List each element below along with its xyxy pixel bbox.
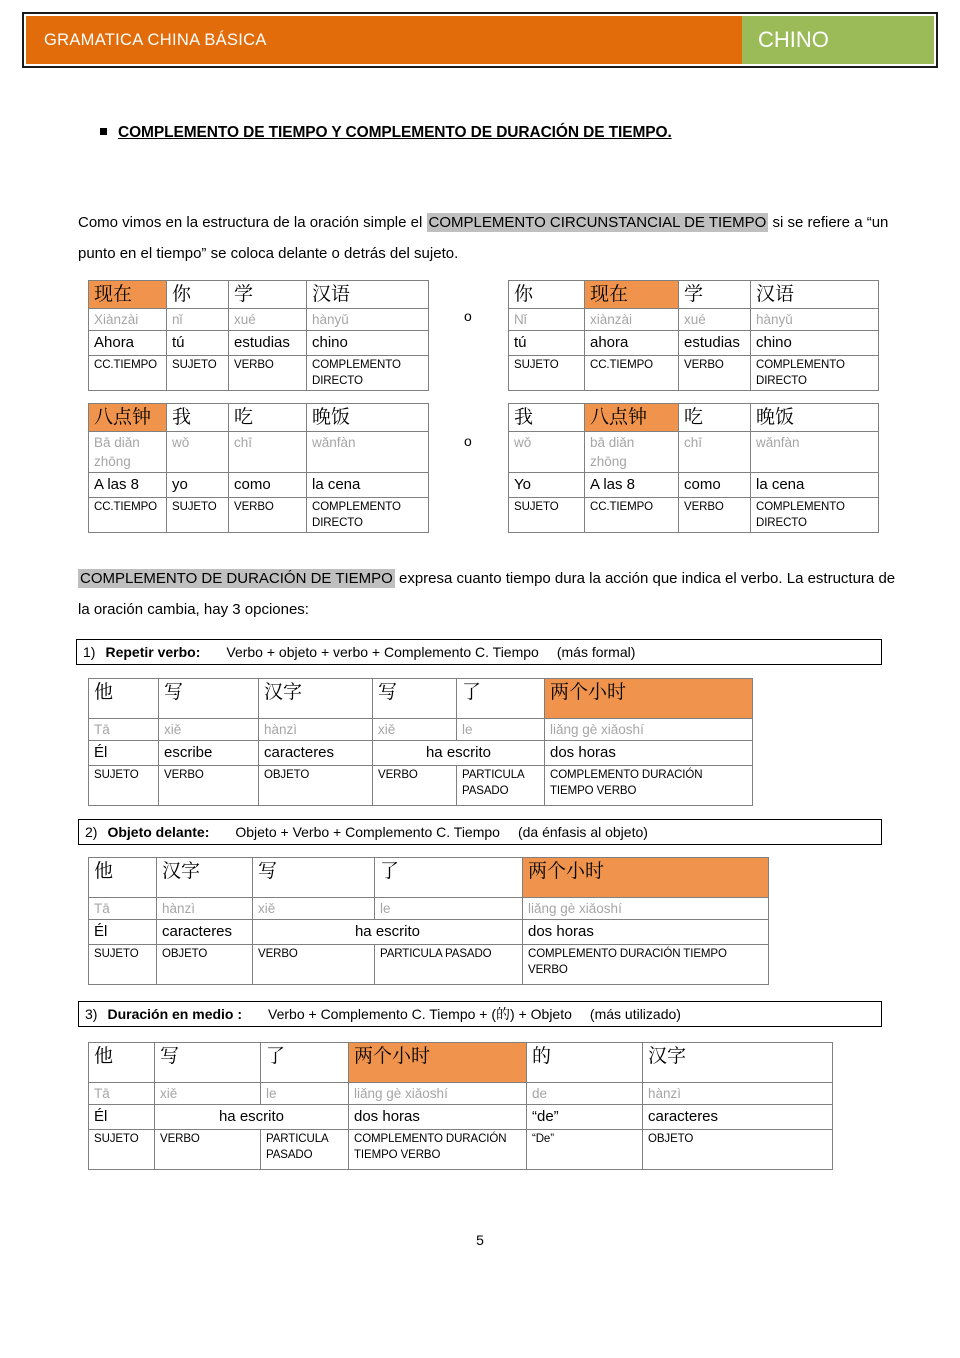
cell-pinyin: le xyxy=(457,719,545,741)
cell-spanish: ha escrito xyxy=(253,920,523,945)
cell-function: OBJETO xyxy=(157,945,253,985)
cell-function: VERBO xyxy=(229,356,307,391)
cell-pinyin: hànzì xyxy=(643,1083,833,1105)
cell-spanish: Él xyxy=(89,741,159,766)
option-2-name: Objeto delante: xyxy=(107,824,210,840)
table-xianzai-time-second xyxy=(508,280,879,391)
header-language-label: CHINO xyxy=(758,27,829,52)
table-row xyxy=(509,309,879,331)
cell-hanzi: 写 xyxy=(253,858,375,898)
bullet-square-icon xyxy=(100,128,107,135)
table-row xyxy=(89,331,429,356)
cell-hanzi: 晚饭 xyxy=(751,404,879,432)
option-1-name: Repetir verbo: xyxy=(105,644,201,660)
page-header-banner xyxy=(22,12,938,68)
cell-pinyin: liǎng gè xiǎoshí xyxy=(523,898,769,920)
cell-function: CC.TIEMPO xyxy=(585,356,679,391)
cell-pinyin: de xyxy=(527,1083,643,1105)
table-row xyxy=(89,498,429,533)
cell-function: OBJETO xyxy=(259,766,373,806)
cell-pinyin: liǎng gè xiǎoshí xyxy=(349,1083,527,1105)
option-2-header xyxy=(78,819,882,845)
cell-hanzi: 汉字 xyxy=(157,858,253,898)
cell-function: CC.TIEMPO xyxy=(89,498,167,533)
cell-function: SUJETO xyxy=(167,498,229,533)
cell-spanish: estudias xyxy=(229,331,307,356)
cell-hanzi: 现在 xyxy=(585,281,679,309)
cell-spanish: como xyxy=(229,473,307,498)
cell-hanzi: 两个小时 xyxy=(349,1043,527,1083)
option-3-name: Duración en medio : xyxy=(107,1006,243,1022)
cell-pinyin: hànzì xyxy=(157,898,253,920)
cell-hanzi: 写 xyxy=(159,679,259,719)
cell-spanish: chino xyxy=(307,331,429,356)
cell-hanzi: 他 xyxy=(89,679,159,719)
cell-hanzi: 我 xyxy=(509,404,585,432)
cell-function: VERBO xyxy=(679,356,751,391)
cell-function: COMPLEMENTO DIRECTO xyxy=(751,498,879,533)
table-xianzai-subject-first xyxy=(88,280,429,391)
cell-spanish: ha escrito xyxy=(373,741,545,766)
cell-function: VERBO xyxy=(229,498,307,533)
cell-hanzi: 学 xyxy=(229,281,307,309)
option-2-formula: Objeto + Verbo + Complemento C. Tiempo xyxy=(235,824,500,840)
option-1-header xyxy=(76,639,882,665)
cell-pinyin: bā diǎn zhōng xyxy=(585,432,679,473)
table-row xyxy=(89,432,429,473)
cell-hanzi: 汉语 xyxy=(751,281,879,309)
option-1-number: 1) xyxy=(83,644,96,660)
intro-highlight: COMPLEMENTO CIRCUNSTANCIAL DE TIEMPO xyxy=(428,214,767,231)
cell-hanzi: 两个小时 xyxy=(545,679,753,719)
cell-function: COMPLEMENTO DIRECTO xyxy=(751,356,879,391)
cell-spanish: dos horas xyxy=(349,1105,527,1130)
table-option3-duracion-en-medio xyxy=(88,1042,833,1170)
table-row xyxy=(89,920,769,945)
cell-function: PARTICULA PASADO xyxy=(457,766,545,806)
table-row xyxy=(89,741,753,766)
table-row xyxy=(89,1083,833,1105)
cell-pinyin: wǎnfàn xyxy=(307,432,429,473)
cell-spanish: Yo xyxy=(509,473,585,498)
cell-pinyin: Tā xyxy=(89,898,157,920)
cell-function: SUJETO xyxy=(167,356,229,391)
option-1-formula: Verbo + objeto + verbo + Complemento C. Tiempo xyxy=(226,644,539,660)
cell-spanish: caracteres xyxy=(157,920,253,945)
header-language-bar xyxy=(742,16,934,64)
cell-spanish: la cena xyxy=(307,473,429,498)
intro-text-before: Como vimos en la estructura de la oración simple el xyxy=(78,214,427,231)
cell-pinyin: xiě xyxy=(159,719,259,741)
cell-hanzi: 我 xyxy=(167,404,229,432)
option-3-formula: Verbo + Complemento C. Tiempo + (的) + Objeto xyxy=(268,1006,572,1022)
cell-pinyin: xiě xyxy=(253,898,375,920)
cell-pinyin: xué xyxy=(229,309,307,331)
cell-pinyin: le xyxy=(261,1083,349,1105)
cell-function: SUJETO xyxy=(89,945,157,985)
cell-hanzi: 了 xyxy=(261,1043,349,1083)
cell-hanzi: 你 xyxy=(167,281,229,309)
duration-highlight: COMPLEMENTO DE DURACIÓN DE TIEMPO xyxy=(80,570,393,587)
cell-hanzi: 八点钟 xyxy=(89,404,167,432)
cell-pinyin: wǎnfàn xyxy=(751,432,879,473)
cell-spanish: dos horas xyxy=(523,920,769,945)
cell-function: VERBO xyxy=(373,766,457,806)
cell-function: COMPLEMENTO DIRECTO xyxy=(307,356,429,391)
cell-hanzi: 两个小时 xyxy=(523,858,769,898)
cell-pinyin: xiě xyxy=(373,719,457,741)
cell-function: OBJETO xyxy=(643,1130,833,1170)
section-heading xyxy=(100,124,672,142)
cell-spanish: Ahora xyxy=(89,331,167,356)
cell-hanzi: 汉字 xyxy=(643,1043,833,1083)
cell-spanish: tú xyxy=(167,331,229,356)
cell-pinyin: nǐ xyxy=(167,309,229,331)
cell-spanish: A las 8 xyxy=(89,473,167,498)
cell-pinyin: chī xyxy=(229,432,307,473)
table-row xyxy=(509,404,879,432)
table-row xyxy=(509,473,879,498)
table-row xyxy=(89,766,753,806)
cell-pinyin: Nǐ xyxy=(509,309,585,331)
table-row xyxy=(89,309,429,331)
cell-hanzi: 吃 xyxy=(229,404,307,432)
cell-pinyin: hànyǔ xyxy=(751,309,879,331)
cell-pinyin: xiànzài xyxy=(585,309,679,331)
cell-pinyin: xué xyxy=(679,309,751,331)
cell-pinyin: liǎng gè xiǎoshí xyxy=(545,719,753,741)
cell-pinyin: chī xyxy=(679,432,751,473)
cell-function: COMPLEMENTO DURACIÓN TIEMPO VERBO xyxy=(545,766,753,806)
option-3-number: 3) xyxy=(85,1006,98,1022)
table-row xyxy=(89,898,769,920)
cell-spanish: como xyxy=(679,473,751,498)
cell-function: SUJETO xyxy=(509,498,585,533)
cell-spanish: A las 8 xyxy=(585,473,679,498)
table-row xyxy=(89,1130,833,1170)
option-2-note: (da énfasis al objeto) xyxy=(517,824,648,840)
cell-spanish: la cena xyxy=(751,473,879,498)
cell-spanish: caracteres xyxy=(643,1105,833,1130)
cell-hanzi: 了 xyxy=(375,858,523,898)
cell-hanzi: 汉语 xyxy=(307,281,429,309)
option-3-note: (más utilizado) xyxy=(589,1006,681,1022)
duration-text-after: expresa cuanto tiempo dura la acción que indica el verbo. La estructura de la oración cambia, hay 3 opciones: xyxy=(78,570,896,618)
cell-hanzi: 八点钟 xyxy=(585,404,679,432)
header-title: GRAMATICA CHINA BÁSICA xyxy=(44,30,267,49)
cell-function: COMPLEMENTO DURACIÓN TIEMPO VERBO xyxy=(523,945,769,985)
cell-spanish: tú xyxy=(509,331,585,356)
table-row xyxy=(89,945,769,985)
table-row xyxy=(89,679,753,719)
intro-text-after: si se refiere a “un punto en el tiempo” se coloca delante o detrás del sujeto. xyxy=(78,214,889,262)
cell-pinyin: le xyxy=(375,898,523,920)
cell-spanish: caracteres xyxy=(259,741,373,766)
cell-hanzi: 写 xyxy=(373,679,457,719)
cell-function: VERBO xyxy=(155,1130,261,1170)
cell-function: PARTICULA PASADO xyxy=(261,1130,349,1170)
cell-spanish: ahora xyxy=(585,331,679,356)
table-row xyxy=(509,281,879,309)
cell-hanzi: 学 xyxy=(679,281,751,309)
cell-hanzi: 你 xyxy=(509,281,585,309)
table-badianzhong-subject-first xyxy=(508,403,879,533)
cell-function: VERBO xyxy=(253,945,375,985)
intro-paragraph xyxy=(78,207,898,269)
table-row xyxy=(89,1043,833,1083)
header-title-bar xyxy=(26,16,742,64)
table-row xyxy=(89,719,753,741)
cell-spanish: estudias xyxy=(679,331,751,356)
table-row xyxy=(89,473,429,498)
table-row xyxy=(89,281,429,309)
cell-function: CC.TIEMPO xyxy=(585,498,679,533)
option-3-header xyxy=(78,1001,882,1027)
table-row xyxy=(89,356,429,391)
cell-function: PARTICULA PASADO xyxy=(375,945,523,985)
cell-spanish: Él xyxy=(89,1105,155,1130)
cell-pinyin: Tā xyxy=(89,1083,155,1105)
separator-o-1: o xyxy=(464,308,472,324)
cell-hanzi: 汉字 xyxy=(259,679,373,719)
cell-hanzi: 他 xyxy=(89,1043,155,1083)
table-row xyxy=(89,1105,833,1130)
cell-spanish: yo xyxy=(167,473,229,498)
separator-o-2: o xyxy=(464,433,472,449)
cell-spanish: dos horas xyxy=(545,741,753,766)
cell-spanish: ha escrito xyxy=(155,1105,349,1130)
cell-hanzi: 现在 xyxy=(89,281,167,309)
table-row xyxy=(509,356,879,391)
cell-hanzi: 写 xyxy=(155,1043,261,1083)
option-2-number: 2) xyxy=(85,824,98,840)
section-heading-text: COMPLEMENTO DE TIEMPO Y COMPLEMENTO DE DURACIÓN DE TIEMPO. xyxy=(118,124,672,141)
cell-pinyin: hànzì xyxy=(259,719,373,741)
cell-pinyin: xiě xyxy=(155,1083,261,1105)
table-option1-repetir-verbo xyxy=(88,678,753,806)
cell-hanzi: 晚饭 xyxy=(307,404,429,432)
table-option2-objeto-delante xyxy=(88,857,769,985)
cell-hanzi: 他 xyxy=(89,858,157,898)
cell-pinyin: hànyǔ xyxy=(307,309,429,331)
duration-paragraph xyxy=(78,563,908,625)
cell-function: SUJETO xyxy=(89,766,159,806)
cell-hanzi: 吃 xyxy=(679,404,751,432)
table-row xyxy=(89,404,429,432)
cell-function: SUJETO xyxy=(509,356,585,391)
cell-function: VERBO xyxy=(159,766,259,806)
cell-spanish: chino xyxy=(751,331,879,356)
cell-function: VERBO xyxy=(679,498,751,533)
page-number: 5 xyxy=(476,1232,484,1248)
table-badianzhong-time-first xyxy=(88,403,429,533)
cell-pinyin: wǒ xyxy=(167,432,229,473)
cell-function: “De” xyxy=(527,1130,643,1170)
cell-function: COMPLEMENTO DIRECTO xyxy=(307,498,429,533)
cell-hanzi: 的 xyxy=(527,1043,643,1083)
cell-spanish: Él xyxy=(89,920,157,945)
option-1-note: (más formal) xyxy=(556,644,636,660)
table-row xyxy=(509,432,879,473)
table-row xyxy=(89,858,769,898)
cell-spanish: escribe xyxy=(159,741,259,766)
cell-function: CC.TIEMPO xyxy=(89,356,167,391)
cell-pinyin: Tā xyxy=(89,719,159,741)
cell-pinyin: Xiànzài xyxy=(89,309,167,331)
cell-pinyin: Bā diǎn zhōng xyxy=(89,432,167,473)
cell-spanish: “de” xyxy=(527,1105,643,1130)
table-row xyxy=(509,331,879,356)
cell-function: SUJETO xyxy=(89,1130,155,1170)
cell-hanzi: 了 xyxy=(457,679,545,719)
cell-function: COMPLEMENTO DURACIÓN TIEMPO VERBO xyxy=(349,1130,527,1170)
cell-pinyin: wǒ xyxy=(509,432,585,473)
table-row xyxy=(509,498,879,533)
